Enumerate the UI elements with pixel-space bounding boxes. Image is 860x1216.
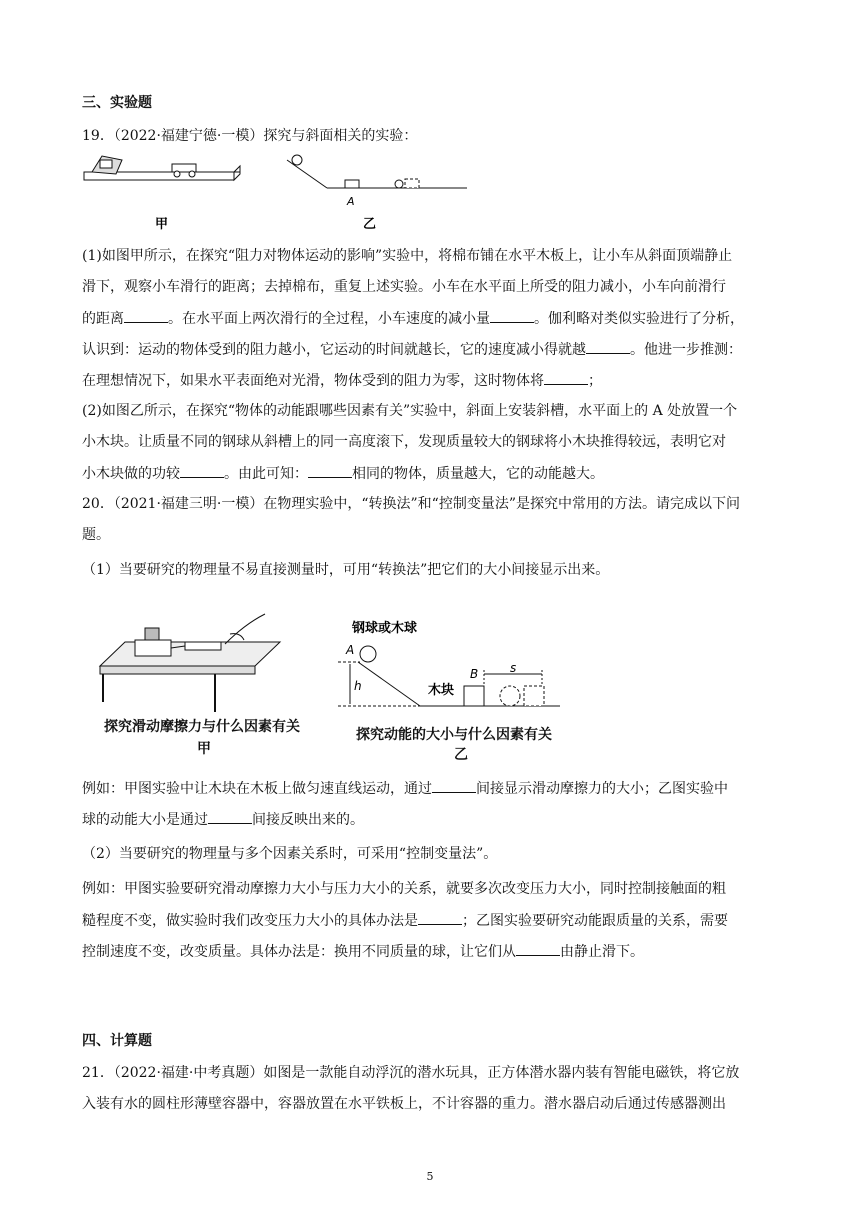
- answer-blank[interactable]: [180, 463, 224, 478]
- q20-fig-jia-label: 甲: [197, 741, 211, 757]
- q20-fig-yi-caption: 探究动能的大小与什么因素有关: [356, 727, 552, 743]
- q20-fig-block-label: 木块: [428, 683, 455, 698]
- q20-fig-yi-label: 乙: [454, 747, 468, 763]
- answer-blank[interactable]: [418, 910, 462, 925]
- q19-p1-line1: (1)如图甲所示，在探究“阻力对物体运动的影响”实验中，将棉布铺在水平木板上，让小车从斜面顶端静止: [82, 248, 733, 264]
- answer-blank[interactable]: [490, 308, 534, 323]
- q19-p2-line3: 小木块做的功较 。由此可知： 相同的物体，质量越大，它的动能越大。: [82, 463, 782, 484]
- q20-intro-line2: 题。: [82, 527, 110, 543]
- q20-part1: （1）当要研究的物理量不易直接测量时，可用“转换法”把它们的大小间接显示出来。: [82, 562, 610, 578]
- page-number: 5: [426, 1170, 434, 1183]
- q19-fig-jia-label: 甲: [155, 217, 169, 232]
- answer-blank[interactable]: [516, 941, 560, 956]
- q19-fig-point-a: A: [347, 195, 355, 208]
- q19-p1-line2: 滑下，观察小车滑行的距离；去掉棉布，重复上述实验。小车在水平面上所受的阻力减小，小车向前滑行: [82, 279, 726, 295]
- section-heading-calculation: 四、计算题: [82, 1033, 152, 1049]
- q20-example1-line1: 例如：甲图实验中让木块在木板上做匀速直线运动，通过 间接显示滑动摩擦力的大小；乙图实验中: [82, 778, 782, 799]
- q21-line1: 21．（2022·福建·中考真题）如图是一款能自动浮沉的潜水玩具，正方体潜水器内装有智能电磁铁，将它放: [82, 1065, 740, 1081]
- q19-p2-line1: (2)如图乙所示，在探究“物体的动能跟哪些因素有关”实验中，斜面上安装斜槽，水平面上的 A 处放置一个: [82, 403, 738, 419]
- q20-fig-jia-caption: 探究滑动摩擦力与什么因素有关: [104, 719, 300, 735]
- answer-blank[interactable]: [124, 308, 168, 323]
- answer-blank[interactable]: [208, 809, 252, 824]
- q20-fig-h: h: [354, 679, 362, 693]
- q20-fig-s: s: [510, 661, 517, 675]
- q20-fig-ball-label: 钢球或木球: [352, 621, 418, 636]
- answer-blank[interactable]: [432, 778, 476, 793]
- q19-p1-line4: 认识到：运动的物体受到的阻力越小，它运动的时间就越长，它的速度减小得就越 。他进一步推测：: [82, 339, 782, 360]
- q19-fig-yi-label: 乙: [363, 217, 377, 232]
- q20-example2-line1: 例如：甲图实验要研究滑动摩擦力大小与压力大小的关系，就要多次改变压力大小，同时控制接触面的粗: [82, 881, 726, 897]
- q21-line2: 入装有水的圆柱形薄壁容器中，容器放置在水平铁板上，不计容器的重力。潜水器启动后通过传感器测出: [82, 1096, 726, 1112]
- q20-fig-point-b: B: [470, 667, 479, 681]
- q19-p1-line5: 在理想情况下，如果水平表面绝对光滑，物体受到的阻力为零，这时物体将 ；: [82, 370, 782, 391]
- q19-figure-jia: [82, 152, 242, 232]
- q20-part2: （2）当要研究的物理量与多个因素关系时，可采用“控制变量法”。: [82, 846, 498, 862]
- answer-blank[interactable]: [544, 370, 588, 385]
- q20-example2-line2: 糙程度不变，做实验时我们改变压力大小的具体办法是 ；乙图实验要研究动能跟质量的关系，需要: [82, 910, 782, 931]
- q19-intro: 19．（2022·福建宁德·一模）探究与斜面相关的实验：: [82, 128, 418, 144]
- section-heading-experiments: 三、实验题: [82, 95, 152, 111]
- q20-fig-point-a: A: [346, 643, 355, 657]
- q19-p2-line2: 小木块。让质量不同的钢球从斜槽上的同一高度滚下，发现质量较大的钢球将小木块推得较远，表明它对: [82, 434, 726, 450]
- q19-figure-yi: [285, 152, 470, 232]
- q20-example1-line2: 球的动能大小是通过 间接反映出来的。: [82, 809, 782, 830]
- answer-blank[interactable]: [308, 463, 352, 478]
- q20-figure-jia: [95, 604, 285, 714]
- q20-intro-line1: 20．（2021·福建三明·一模）在物理实验中，“转换法”和“控制变量法”是探究中常用的方法。请完成以下问: [82, 496, 740, 512]
- q20-example2-line3: 控制速度不变，改变质量。具体办法是：换用不同质量的球，让它们从 由静止滑下。: [82, 941, 782, 962]
- q20-figure-yi: [330, 618, 570, 714]
- answer-blank[interactable]: [586, 339, 630, 354]
- q19-p1-line3: 的距离 。在水平面上两次滑行的全过程，小车速度的减小量 。伽利略对类似实验进行了分析，: [82, 308, 782, 329]
